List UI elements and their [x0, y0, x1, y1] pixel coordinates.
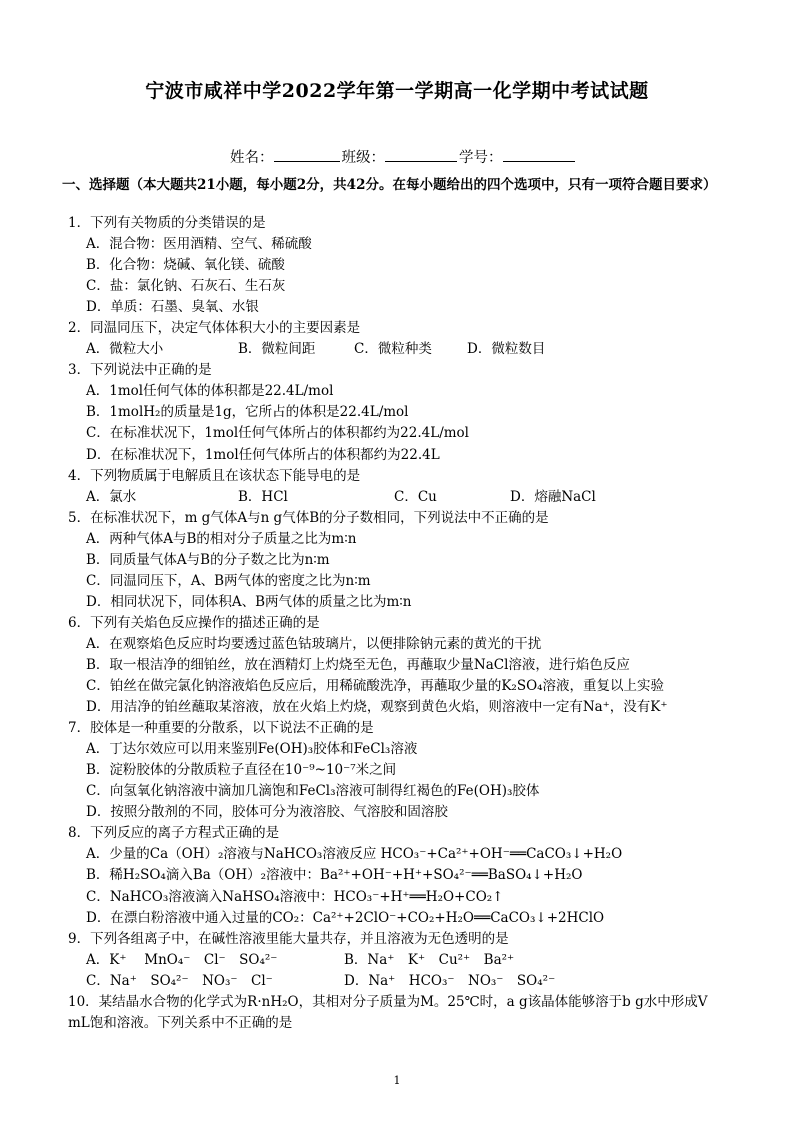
question-stem: 4．下列物质属于电解质且在该状态下能导电的是 — [68, 467, 361, 484]
option-c: C．Cu — [394, 488, 437, 505]
option-c: C．微粒种类 — [354, 341, 432, 358]
options-row — [68, 971, 740, 992]
option-d: D．Na⁺ HCO₃⁻ NO₃⁻ SO₄²⁻ — [344, 972, 556, 989]
option-a: A．丁达尔效应可以用来鉴别Fe(OH)₃胶体和FeCl₃溶液 — [86, 741, 418, 758]
options-row — [68, 950, 740, 971]
option-b: B．微粒间距 — [238, 341, 316, 358]
option-d: D．按照分散剂的不同，胶体可分为液溶胶、气溶胶和固溶胶 — [86, 804, 448, 821]
options-row — [68, 339, 740, 360]
option-c: C．Na⁺ SO₄²⁻ NO₃⁻ Cl⁻ — [86, 972, 273, 989]
option-c: C．向氢氧化钠溶液中滴加几滴饱和FeCl₃溶液可制得红褐色的Fe(OH)₃胶体 — [86, 783, 540, 800]
question-stem: 1．下列有关物质的分类错误的是 — [68, 215, 266, 231]
question-stem: 8．下列反应的离子方程式正确的是 — [68, 825, 280, 842]
page-title: 宁波市咸祥中学2022学年第一学期高一化学期中考试试题 — [145, 80, 649, 102]
option-c: C．同温同压下，A、B两气体的密度之比为n∶m — [86, 572, 371, 589]
question-stem: 7．胶体是一种重要的分散系，以下说法不正确的是 — [68, 720, 374, 737]
option-d: D．在漂白粉溶液中通入过量的CO₂：Ca²⁺+2ClO⁻+CO₂+H₂O══CaCO₃↓+2HClO — [86, 909, 605, 926]
option-a: A．两种气体A与B的相对分子质量之比为m∶n — [86, 530, 357, 547]
option-a: A．1mol任何气体的体积都是22.4L/mol — [86, 383, 334, 400]
option-a: A．微粒大小 — [86, 341, 164, 358]
option-b: B．同质量气体A与B的分子数之比为n∶m — [86, 551, 330, 568]
option-b: B．稀H₂SO₄滴入Ba（OH）₂溶液中：Ba²⁺+OH⁻+H⁺+SO₄²⁻══BaSO₄↓+H₂O — [86, 867, 583, 884]
question-stem: 9．下列各组离子中，在碱性溶液里能大量共存，并且溶液为无色透明的是 — [68, 930, 509, 947]
question-stem: 3．下列说法中正确的是 — [68, 362, 212, 379]
option-c: C．盐：氯化钠、石灰石、生石灰 — [86, 278, 286, 295]
option-b: B．HCl — [238, 488, 288, 505]
option-a: A．在观察焰色反应时均要透过蓝色钴玻璃片，以便排除钠元素的黄光的干扰 — [86, 635, 542, 652]
question-stem: 2．同温同压下，决定气体体积大小的主要因素是 — [68, 320, 361, 337]
question-stem: 6．下列有关焰色反应操作的描述正确的是 — [68, 614, 320, 631]
id-label: 学号： — [459, 150, 503, 166]
option-a: A．氯水 — [86, 488, 137, 505]
option-b: B．淀粉胶体的分散质粒子直径在10⁻⁹~10⁻⁷米之间 — [86, 762, 397, 779]
page-number: 1 — [393, 1074, 401, 1087]
questions — [68, 213, 740, 1034]
options-row — [68, 487, 740, 508]
option-b: B．取一根洁净的细铂丝，放在酒精灯上灼烧至无色，再蘸取少量NaCl溶液，进行焰色反应 — [86, 656, 630, 673]
option-b: B．化合物：烧碱、氧化镁、硫酸 — [86, 257, 285, 274]
option-d: D．微粒数目 — [467, 341, 546, 358]
option-d: D．在标准状况下，1mol任何气体所占的体积都约为22.4L — [86, 446, 440, 463]
option-a: A．少量的Ca（OH）₂溶液与NaHCO₃溶液反应 HCO₃⁻+Ca²⁺+OH⁻══CaCO₃↓+H₂O — [86, 846, 623, 863]
option-c: C．铂丝在做完氯化钠溶液焰色反应后，用稀硫酸洗净，再蘸取少量的K₂SO₄溶液，重复以上实验 — [86, 678, 665, 695]
name-label: 姓名： — [230, 150, 274, 166]
option-c: C．在标准状况下，1mol任何气体所占的体积都约为22.4L/mol — [86, 425, 469, 442]
option-a: A．K⁺ MnO₄⁻ Cl⁻ SO₄²⁻ — [86, 951, 278, 968]
student-info-line — [230, 146, 577, 167]
question-stem: 5．在标准状况下，m g气体A与n g气体B的分子数相同，下列说法中不正确的是 — [68, 509, 549, 526]
option-d: D．熔融NaCl — [510, 488, 596, 505]
section-heading: 一、选择题（本大题共21小题，每小题2分，共42分。在每小题给出的四个选项中，只有一项符合题目要求） — [62, 177, 717, 193]
id-blank[interactable] — [503, 147, 575, 162]
option-b: B．Na⁺ K⁺ Cu²⁺ Ba²⁺ — [344, 951, 515, 968]
name-blank[interactable] — [274, 147, 340, 162]
class-blank[interactable] — [385, 147, 457, 162]
question-stem: 10．某结晶水合物的化学式为R·nH₂O，其相对分子质量为M。25℃时，a g该晶体能够溶于b g水中形成V mL饱和溶液。下列关系中不正确的是 — [68, 993, 708, 1031]
option-d: D．单质：石墨、臭氧、水银 — [86, 299, 259, 316]
class-label: 班级： — [341, 150, 385, 166]
option-a: A．混合物：医用酒精、空气、稀硫酸 — [86, 236, 312, 253]
option-b: B．1molH₂的质量是1g，它所占的体积是22.4L/mol — [86, 404, 409, 421]
option-c: C．NaHCO₃溶液滴入NaHSO₄溶液中：HCO₃⁻+H⁺══H₂O+CO₂↑ — [86, 888, 504, 905]
option-d: D．相同状况下，同体积A、B两气体的质量之比为m∶n — [86, 593, 412, 610]
option-d: D．用洁净的铂丝蘸取某溶液，放在火焰上灼烧，观察到黄色火焰，则溶液中一定有Na⁺，没有K⁺ — [86, 699, 668, 716]
